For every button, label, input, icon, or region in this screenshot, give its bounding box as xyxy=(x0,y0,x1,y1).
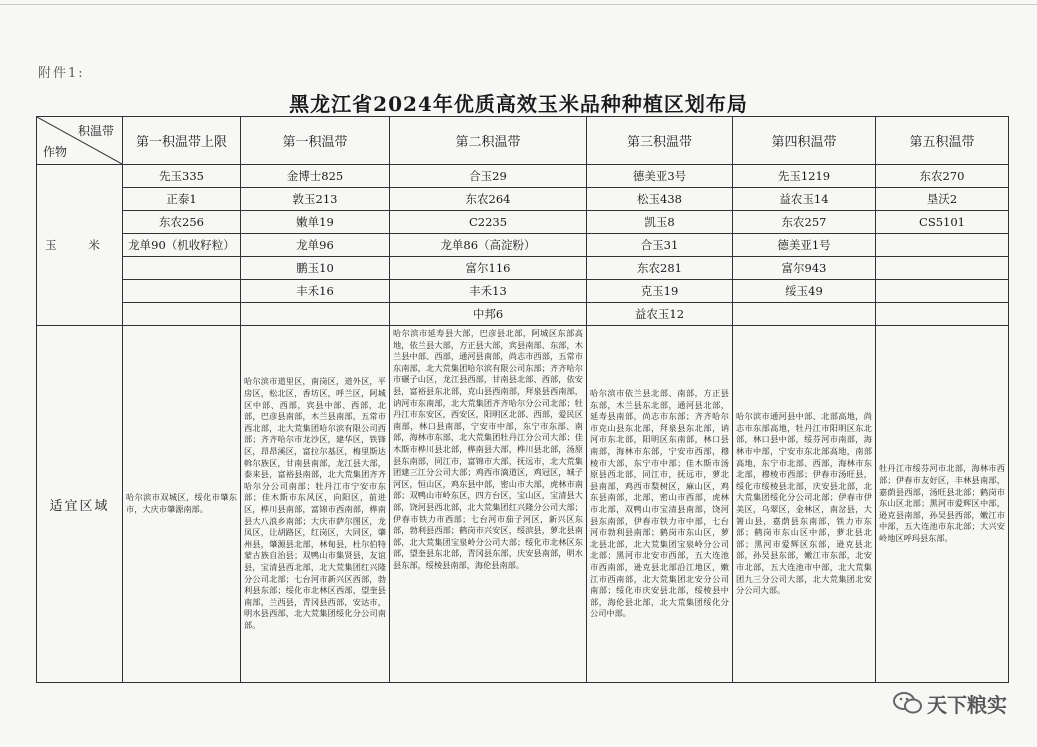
region-zone-2: 哈尔滨市延寿县大部，巴彦县北部，阿城区东部高地，依兰县大部，方正县大部，宾县南部、东部，木兰县中部、西部，通河县南部，尚志市西部，五常市东南部，北大荒集团哈尔滨有限公司东部；齐齐哈尔市碾子山区，龙江县西部，甘南县北部、西部，依安县，富裕县东北部，克山县西南部，拜泉县西南部，讷河市东南部，北大荒集团齐齐哈尔分公司北部；牡丹江市东安区，西安区，阳明区北部、西部，爱民区南部，林口县南部，宁安市中部，东宁市东部、南部，海林市东部，北大荒集团牡丹江分公司大部；佳木斯市桦川县北部，桦南县大部，桦川县北部，汤原县东南部，同江市，富锦市大部，抚远市，北大荒集团建三江分公司大部；鸡西市滴道区，鸡冠区，城子河区，恒山区，鸡东县中部，密山市大部，虎林市南部；双鸭山市岭东区，四方台区，宝山区，宝清县大部，饶河县西北部，北大荒集团红兴隆分公司大部；伊春市铁力市西部；七台河市茄子河区，新兴区东部，勃利县西部；鹤岗市兴安区，绥滨县，萝北县南部，北大荒集团宝泉岭分公司大部；绥化市北林区东部，望奎县东北部，青冈县东部，庆安县南部，明水县东部，绥棱县南部，海伦县南部。 xyxy=(390,326,587,683)
watermark xyxy=(893,688,1007,718)
zone-header-3: 第三积温带 xyxy=(587,117,733,165)
wechat-icon xyxy=(893,691,923,715)
zone-header-4: 第四积温带 xyxy=(733,117,876,165)
variety-row xyxy=(37,257,1009,280)
variety-cell xyxy=(123,303,241,326)
variety-cell: 富尔116 xyxy=(390,257,587,280)
variety-cell: 中邦6 xyxy=(390,303,587,326)
region-zone-5: 牡丹江市绥芬河市北部，海林市西部；伊春市友好区，丰林县南部，嘉荫县西部，汤旺县北部；鹤岗市东山区北部；黑河市爱辉区中部，逊克县南部，孙吴县西部，嫩江市中部，五大连池市东北部；大兴安岭地区呼玛县东部。 xyxy=(876,326,1009,683)
variety-cell: 龙单96 xyxy=(241,234,390,257)
variety-cell xyxy=(876,303,1009,326)
region-zone-4: 哈尔滨市通河县中部、北部高地，尚志市东部高地，牡丹江市阳明区东北部，林口县中部，绥芬河市南部，海林市中部，宁安市东北部高地，南部高地，东宁市北部、西部，海林市东北部，穆棱市西部；伊春市汤旺县，绥化市绥棱县北部，庆安县北部，北大荒集团绥化分公司北部；伊春市伊美区，乌翠区，金林区，南岔县，大箐山县，嘉荫县东南部，铁力市东部；鹤岗市东山区中部，萝北县北部；黑河市爱辉区东部，逊克县北部，孙吴县东部，嫩江市东部，北安市北部，五大连池市中部，北大荒集团九三分公司大部，北大荒集团北安分公司大部。 xyxy=(733,326,876,683)
variety-row xyxy=(37,165,1009,188)
variety-cell: 丰禾16 xyxy=(241,280,390,303)
variety-cell: 富尔943 xyxy=(733,257,876,280)
zone-header-2: 第二积温带 xyxy=(390,117,587,165)
variety-zone-table xyxy=(36,116,1009,683)
variety-cell: 合玉29 xyxy=(390,165,587,188)
variety-cell: 龙单90（机收籽粒） xyxy=(123,234,241,257)
variety-cell: 益农玉12 xyxy=(587,303,733,326)
crop-label: 玉 米 xyxy=(37,165,123,326)
variety-row xyxy=(37,211,1009,234)
variety-cell: 垦沃2 xyxy=(876,188,1009,211)
zone-header-1: 第一积温带 xyxy=(241,117,390,165)
variety-cell xyxy=(123,280,241,303)
variety-cell: 先玉1219 xyxy=(733,165,876,188)
variety-row xyxy=(37,188,1009,211)
variety-cell xyxy=(241,303,390,326)
region-zone-1: 哈尔滨市道里区，南岗区，道外区，平房区，松北区，香坊区，呼兰区，阿城区中部、西部，宾县中部、西部，北部，巴彦县南部，木兰县南部，五常市西北部，北大荒集团哈尔滨有限公司西部；齐齐哈尔市龙沙区，建华区，铁锋区，昂昂溪区，富拉尔基区，梅里斯达斡尔族区，甘南县南部，龙江县大部，泰来县，富裕县南部，北大荒集团齐齐哈尔分公司南部；牡丹江市宁安市东部；佳木斯市东风区，向阳区，前进区，桦川县南部，富锦市西南部，桦南县大八浪乡南部；大庆市萨尔图区，龙凤区，让胡路区，红岗区，大同区，肇州县，肇源县北部，林甸县，杜尔伯特蒙古族自治县；双鸭山市集贤县，友谊县，宝清县西北部，北大荒集团红兴隆分公司北部；七台河市新兴区西部，勃利县东部；绥化市北林区西部，望奎县南部，兰西县，青冈县西部，安达市，明水县西部，北大荒集团绥化分公司南部。 xyxy=(241,326,390,683)
variety-cell: 龙单86（高淀粉） xyxy=(390,234,587,257)
variety-cell xyxy=(123,257,241,280)
region-zone-3: 哈尔滨市依兰县北部、南部，方正县东部，木兰县东北部，通河县北部，延寿县南部，尚志市东部；齐齐哈尔市克山县东北部，拜泉县东北部，讷河市东北部，阳明区东南部，林口县南部，海林市东部，宁安市西部，穆棱市大部，东宁市中部；佳木斯市汤原县西北部，同江市，抚远市，萝北县南部，鸡西市梨树区，麻山区，鸡东县南部，北部，密山市西部，虎林市北部，双鸭山市宝清县南部，饶河县东南部，伊春市铁力市中部，七台河市勃利县南部；鹤岗市东山区，萝北县北部，北大荒集团宝泉岭分公司北部；黑河市北安市西部，五大连池市西南部，逊克县北部沿江地区，嫩江市西南部，北大荒集团北安分公司南部；绥化市庆安县北部，绥棱县中部，海伦县北部，北大荒集团绥化分公司中部。 xyxy=(587,326,733,683)
region-label: 适宜区域 xyxy=(37,326,123,683)
variety-cell: 东农257 xyxy=(733,211,876,234)
variety-cell: 东农281 xyxy=(587,257,733,280)
variety-cell: 德美亚1号 xyxy=(733,234,876,257)
corner-top-label: 积温带 xyxy=(77,124,114,138)
variety-cell xyxy=(876,257,1009,280)
variety-cell: C2235 xyxy=(390,211,587,234)
region-zone-upper: 哈尔滨市双城区，绥化市肇东市，大庆市肇源南部。 xyxy=(123,326,241,683)
variety-row xyxy=(37,303,1009,326)
region-row xyxy=(37,326,1009,683)
variety-row xyxy=(37,234,1009,257)
attachment-label: 附件1: xyxy=(38,66,85,81)
page-title: 黑龙江省2024年优质高效玉米品种种植区划布局 xyxy=(289,92,748,116)
variety-cell: 绥玉49 xyxy=(733,280,876,303)
variety-cell: 德美亚3号 xyxy=(587,165,733,188)
variety-cell: 松玉438 xyxy=(587,188,733,211)
corner-cell xyxy=(37,117,123,165)
variety-cell: 东农270 xyxy=(876,165,1009,188)
variety-cell xyxy=(876,280,1009,303)
variety-cell: 东农264 xyxy=(390,188,587,211)
variety-cell: 益农玉14 xyxy=(733,188,876,211)
zone-header-5: 第五积温带 xyxy=(876,117,1009,165)
variety-cell: 凯玉8 xyxy=(587,211,733,234)
variety-cell: 敦玉213 xyxy=(241,188,390,211)
corner-bottom-label: 作物 xyxy=(43,145,68,159)
variety-cell: 丰禾13 xyxy=(390,280,587,303)
variety-cell: 合玉31 xyxy=(587,234,733,257)
watermark-text: 天下粮实 xyxy=(927,692,1007,717)
zone-header-0: 第一积温带上限 xyxy=(123,117,241,165)
variety-cell: 克玉19 xyxy=(587,280,733,303)
variety-row xyxy=(37,280,1009,303)
header-row xyxy=(37,117,1009,165)
variety-cell: 嫩单19 xyxy=(241,211,390,234)
variety-cell: 鹏玉10 xyxy=(241,257,390,280)
variety-cell xyxy=(876,234,1009,257)
top-edge-line xyxy=(0,0,1037,5)
variety-cell xyxy=(733,303,876,326)
variety-cell: 东农256 xyxy=(123,211,241,234)
variety-cell: 正泰1 xyxy=(123,188,241,211)
variety-cell: CS5101 xyxy=(876,211,1009,234)
variety-cell: 金博士825 xyxy=(241,165,390,188)
variety-cell: 先玉335 xyxy=(123,165,241,188)
